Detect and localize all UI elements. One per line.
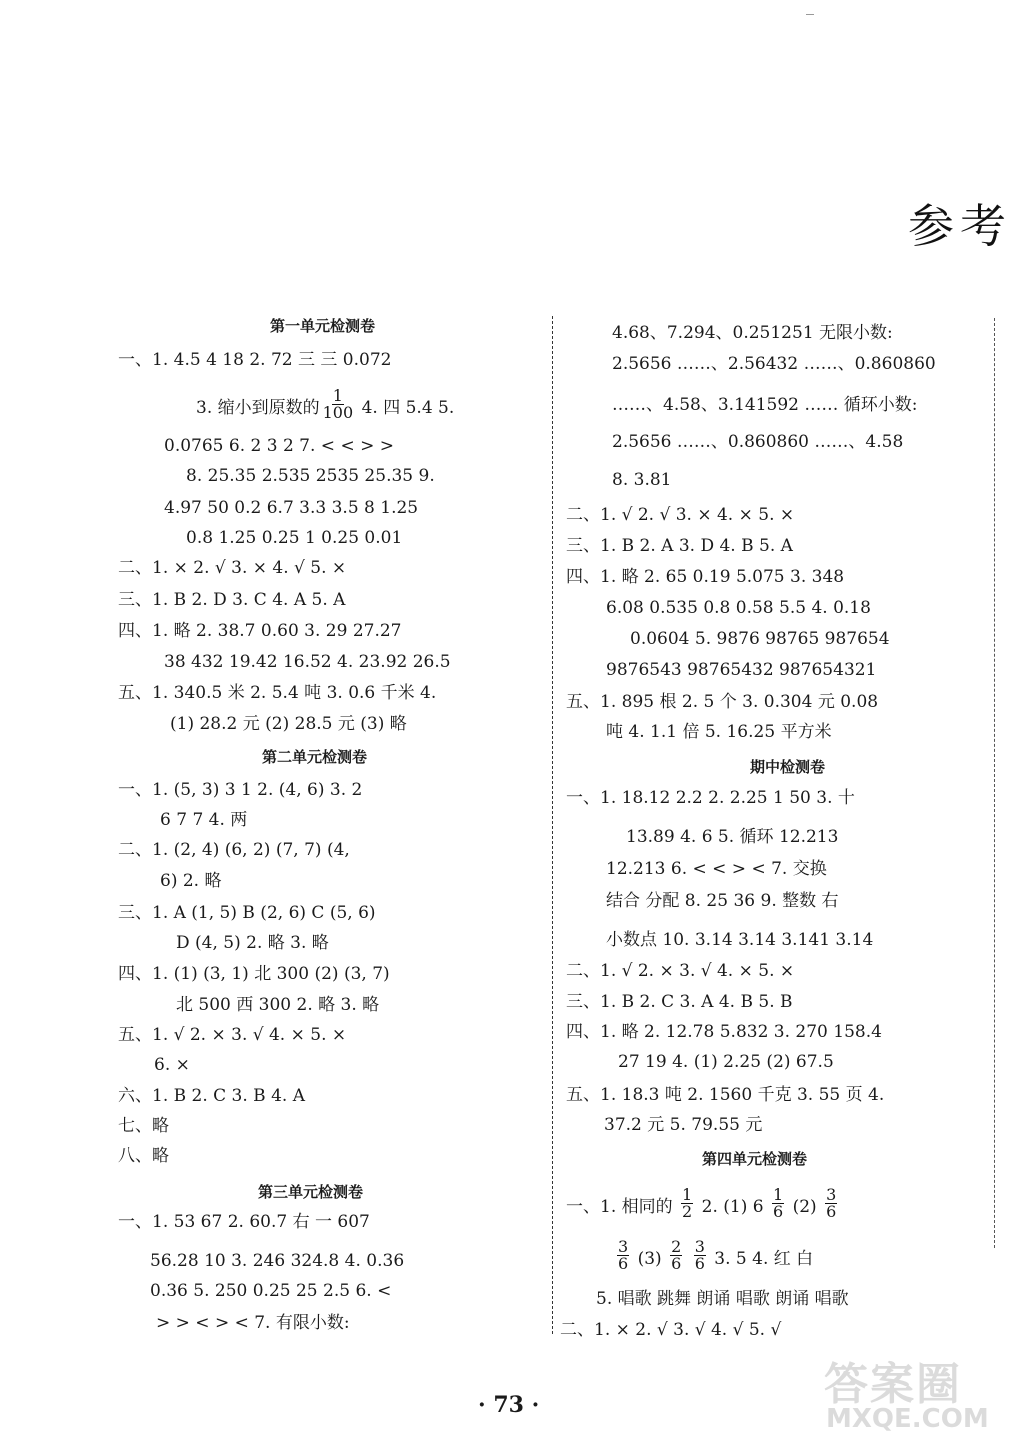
page-number: · 73 ·	[478, 1392, 540, 1418]
unit3-heading: 第三单元检测卷	[258, 1183, 364, 1201]
fraction-denominator: 6	[772, 1202, 784, 1221]
answer-text: 4. 四 5.4 5.	[356, 398, 455, 418]
watermark-url: MXQE.COM	[826, 1404, 989, 1434]
fraction-numerator: 2	[671, 1237, 682, 1256]
answer-line: 二、1. √ 2. × 3. √ 4. × 5. ×	[566, 961, 795, 981]
answer-line: 9876543 98765432 987654321	[606, 660, 877, 680]
answer-line: D (4, 5) 2. 略 3. 略	[176, 933, 329, 953]
answer-line-with-fraction	[196, 386, 455, 425]
answer-line: 五、1. 895 根 2. 5 个 3. 0.304 元 0.08	[566, 692, 879, 712]
answer-line: 三、1. B 2. C 3. A 4. B 5. B	[566, 992, 793, 1012]
right-edge-divider	[994, 318, 995, 1248]
unit2-heading: 第二单元检测卷	[262, 748, 368, 766]
fraction-numerator: 3	[826, 1185, 837, 1204]
answer-line: 二、1. √ 2. √ 3. × 4. × 5. ×	[566, 505, 795, 525]
answer-line: 38 432 19.42 16.52 4. 23.92 26.5	[164, 652, 451, 672]
answer-line: 一、1. (5, 3) 3 1 2. (4, 6) 3. 2	[118, 780, 363, 800]
fraction	[670, 1239, 682, 1272]
answer-line: 37.2 元 5. 79.55 元	[604, 1115, 763, 1135]
fraction-numerator: 1	[772, 1185, 784, 1204]
answer-line-with-fractions	[566, 1185, 840, 1224]
answer-line: 八、略	[118, 1146, 169, 1166]
fraction	[825, 1187, 837, 1220]
answer-line: 结合 分配 8. 25 36 9. 整数 右	[606, 891, 839, 911]
answer-line: 三、1. A (1, 5) B (2, 6) C (5, 6)	[118, 903, 376, 923]
midterm-heading: 期中检测卷	[750, 758, 826, 776]
answer-line: 一、1. 53 67 2. 60.7 右 一 607	[118, 1212, 370, 1232]
fraction	[323, 388, 354, 421]
answer-line: 4.68、7.294、0.251251 无限小数:	[612, 323, 893, 343]
fraction-denominator: 6	[618, 1254, 629, 1273]
answer-line: 一、1. 18.12 2.2 2. 2.25 1 50 3. 十	[566, 788, 855, 808]
page-title: 参考	[908, 199, 1012, 253]
answer-line: 0.8 1.25 0.25 1 0.25 0.01	[186, 528, 403, 548]
fraction-numerator: 3	[618, 1237, 629, 1256]
answer-line: 北 500 西 300 2. 略 3. 略	[176, 995, 380, 1015]
answer-text: 一、1. 相同的	[566, 1197, 673, 1217]
fraction-denominator: 100	[322, 403, 354, 422]
answer-text: (2)	[792, 1197, 817, 1217]
answer-line: > > < > < 7. 有限小数:	[156, 1313, 350, 1333]
top-dash-mark	[806, 14, 814, 15]
answer-line-with-fractions	[614, 1237, 814, 1276]
watermark-text: 答案圈	[824, 1359, 962, 1410]
answer-line: 五、1. 18.3 吨 2. 1560 千克 3. 55 页 4.	[566, 1085, 885, 1105]
answer-line: 四、1. (1) (3, 1) 北 300 (2) (3, 7)	[118, 964, 390, 984]
answer-text: (3)	[637, 1249, 662, 1269]
answer-line: 四、1. 略 2. 65 0.19 5.075 3. 348	[566, 567, 845, 587]
fraction	[694, 1239, 706, 1272]
fraction-denominator: 6	[671, 1254, 682, 1273]
unit4-heading: 第四单元检测卷	[702, 1150, 808, 1168]
answer-line: 12.213 6. < < > < 7. 交换	[606, 859, 827, 879]
answer-line: 8. 25.35 2.535 2535 25.35 9.	[186, 466, 435, 486]
fraction	[772, 1187, 784, 1220]
answer-line: 四、1. 略 2. 38.7 0.60 3. 29 27.27	[118, 621, 402, 641]
answer-line: 27 19 4. (1) 2.25 (2) 67.5	[618, 1052, 834, 1072]
answer-line: 2.5656 ……、0.860860 ……、4.58	[612, 432, 904, 452]
answer-line: ……、4.58、3.141592 …… 循环小数:	[612, 395, 918, 415]
answer-line: (1) 28.2 元 (2) 28.5 元 (3) 略	[170, 714, 407, 734]
answer-line: 二、1. (2, 4) (6, 2) (7, 7) (4,	[118, 840, 350, 860]
answer-text: 3. 5 4. 红 白	[714, 1249, 814, 1269]
fraction-numerator: 3	[694, 1237, 705, 1256]
answer-text: 2. (1) 6	[701, 1197, 764, 1217]
answer-line: 6. ×	[154, 1055, 190, 1075]
answer-line: 小数点 10. 3.14 3.14 3.141 3.14	[606, 930, 874, 950]
answer-line: 56.28 10 3. 246 324.8 4. 0.36	[150, 1251, 405, 1271]
answer-line: 三、1. B 2. A 3. D 4. B 5. A	[566, 536, 793, 556]
answer-line: 5. 唱歌 跳舞 朗诵 唱歌 朗诵 唱歌	[596, 1289, 849, 1309]
answer-line: 0.0765 6. 2 3 2 7. < < > >	[164, 436, 394, 456]
answer-line: 6) 2. 略	[160, 871, 222, 891]
answer-text: 3. 缩小到原数的	[196, 398, 320, 418]
answer-line: 二、1. × 2. √ 3. √ 4. √ 5. √	[560, 1320, 782, 1340]
watermark-logo	[824, 1348, 994, 1438]
answer-line: 一、1. 4.5 4 18 2. 72 三 三 0.072	[118, 350, 392, 370]
fraction-numerator: 1	[332, 386, 343, 405]
answer-line: 六、1. B 2. C 3. B 4. A	[118, 1086, 305, 1106]
answer-line: 三、1. B 2. D 3. C 4. A 5. A	[118, 590, 346, 610]
answer-line: 8. 3.81	[612, 470, 672, 490]
answer-line: 6.08 0.535 0.8 0.58 5.5 4. 0.18	[606, 598, 871, 618]
answer-line: 二、1. × 2. √ 3. × 4. √ 5. ×	[118, 558, 347, 578]
answer-line: 13.89 4. 6 5. 循环 12.213	[626, 827, 839, 847]
fraction-denominator: 6	[694, 1254, 705, 1273]
answer-line: 0.0604 5. 9876 98765 987654	[630, 629, 890, 649]
answer-line: 2.5656 ……、2.56432 ……、0.860860	[612, 354, 936, 374]
answer-line: 四、1. 略 2. 12.78 5.832 3. 270 158.4	[566, 1022, 882, 1042]
fraction-denominator: 2	[682, 1202, 693, 1221]
answer-line: 4.97 50 0.2 6.7 3.3 3.5 8 1.25	[164, 498, 419, 518]
answer-line: 五、1. 340.5 米 2. 5.4 吨 3. 0.6 千米 4.	[118, 683, 437, 703]
column-divider	[552, 316, 553, 1334]
fraction	[617, 1239, 629, 1272]
fraction-numerator: 1	[682, 1185, 693, 1204]
answer-line: 6 7 7 4. 两	[160, 810, 248, 830]
fraction-denominator: 6	[826, 1202, 837, 1221]
fraction	[681, 1187, 693, 1220]
answer-line: 0.36 5. 250 0.25 25 2.5 6. <	[150, 1281, 392, 1301]
answer-line: 五、1. √ 2. × 3. √ 4. × 5. ×	[118, 1025, 347, 1045]
unit1-heading: 第一单元检测卷	[270, 317, 376, 335]
answer-line: 吨 4. 1.1 倍 5. 16.25 平方米	[606, 722, 832, 742]
answer-line: 七、略	[118, 1116, 169, 1136]
